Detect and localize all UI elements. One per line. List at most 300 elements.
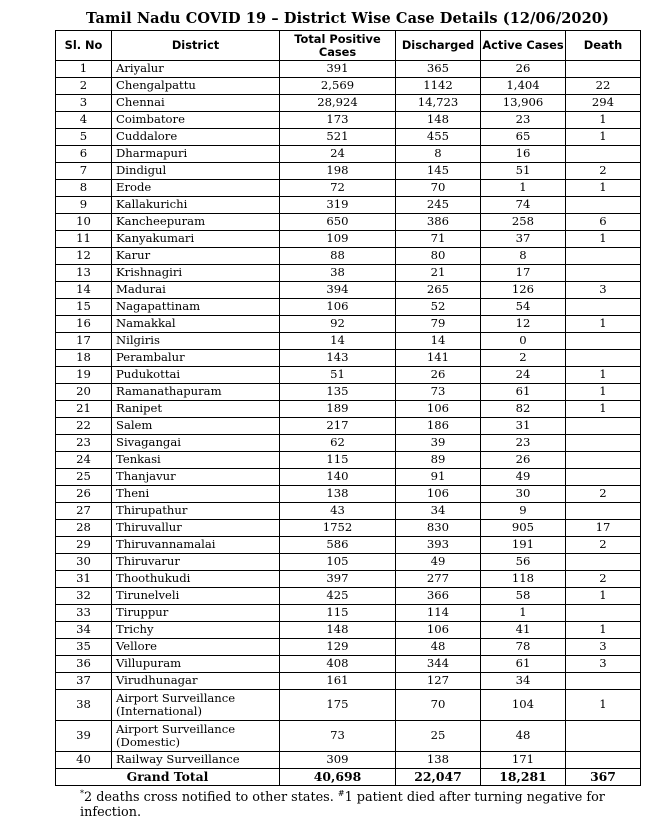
cell-discharged: 52	[396, 299, 481, 316]
table-row	[56, 673, 641, 690]
cell-death: 1	[566, 112, 641, 129]
cell-district: Madurai	[112, 282, 280, 299]
cell-discharged: 106	[396, 622, 481, 639]
cell-district: Villupuram	[112, 656, 280, 673]
cell-discharged: 8	[396, 146, 481, 163]
table-row	[56, 265, 641, 282]
cell-active: 171	[481, 752, 566, 769]
cell-death	[566, 265, 641, 282]
cell-total-positive: 1752	[280, 520, 396, 537]
cell-death: 1	[566, 129, 641, 146]
cell-death: 1	[566, 690, 641, 721]
cell-sl-no: 35	[56, 639, 112, 656]
cell-discharged: 39	[396, 435, 481, 452]
table-row	[56, 129, 641, 146]
cell-discharged: 138	[396, 752, 481, 769]
cell-total-positive: 2,569	[280, 78, 396, 95]
cell-sl-no: 21	[56, 401, 112, 418]
cell-active: 23	[481, 435, 566, 452]
table-row	[56, 469, 641, 486]
cell-district: Chennai	[112, 95, 280, 112]
cell-discharged: 70	[396, 690, 481, 721]
cell-sl-no: 23	[56, 435, 112, 452]
cell-active: 23	[481, 112, 566, 129]
table-row	[56, 554, 641, 571]
cell-sl-no: 11	[56, 231, 112, 248]
cell-death: 3	[566, 639, 641, 656]
table-row	[56, 231, 641, 248]
cell-sl-no: 26	[56, 486, 112, 503]
table-row	[56, 78, 641, 95]
cell-active: 16	[481, 146, 566, 163]
cell-district: Sivagangai	[112, 435, 280, 452]
cell-active: 104	[481, 690, 566, 721]
table-row	[56, 639, 641, 656]
cell-active: 56	[481, 554, 566, 571]
cell-discharged: 366	[396, 588, 481, 605]
table-row	[56, 752, 641, 769]
cell-total-positive: 135	[280, 384, 396, 401]
cell-discharged: 186	[396, 418, 481, 435]
cell-discharged: 34	[396, 503, 481, 520]
cell-sl-no: 13	[56, 265, 112, 282]
table-row	[56, 214, 641, 231]
header-district: District	[112, 31, 280, 61]
cell-sl-no: 33	[56, 605, 112, 622]
cell-total-positive: 92	[280, 316, 396, 333]
cell-total-positive: 198	[280, 163, 396, 180]
cell-discharged: 14	[396, 333, 481, 350]
cell-discharged: 127	[396, 673, 481, 690]
cell-total-positive: 140	[280, 469, 396, 486]
cell-district: Ranipet	[112, 401, 280, 418]
cell-death	[566, 248, 641, 265]
cell-district: Kancheepuram	[112, 214, 280, 231]
cell-district: Nilgiris	[112, 333, 280, 350]
cell-district: Perambalur	[112, 350, 280, 367]
cell-total-positive: 129	[280, 639, 396, 656]
cell-district: Nagapattinam	[112, 299, 280, 316]
cell-district: Airport Surveillance (International)	[112, 690, 280, 721]
cell-total-positive: 138	[280, 486, 396, 503]
cell-active: 126	[481, 282, 566, 299]
cell-death: 1	[566, 180, 641, 197]
cell-death: 1	[566, 401, 641, 418]
cell-district: Tenkasi	[112, 452, 280, 469]
cell-active: 31	[481, 418, 566, 435]
table-row	[56, 721, 641, 752]
cell-district: Krishnagiri	[112, 265, 280, 282]
cell-district: Coimbatore	[112, 112, 280, 129]
cell-sl-no: 38	[56, 690, 112, 721]
cell-death	[566, 333, 641, 350]
cell-district: Kanyakumari	[112, 231, 280, 248]
cell-total-positive: 319	[280, 197, 396, 214]
cell-total-positive: 425	[280, 588, 396, 605]
footnote-hash: #	[337, 789, 345, 798]
page-title: Tamil Nadu COVID 19 – District Wise Case Details (12/06/2020)	[86, 10, 609, 27]
cell-discharged: 393	[396, 537, 481, 554]
cell-total-positive: 143	[280, 350, 396, 367]
cell-sl-no: 7	[56, 163, 112, 180]
cell-death	[566, 435, 641, 452]
cell-active: 41	[481, 622, 566, 639]
cell-district: Thirupathur	[112, 503, 280, 520]
cell-death	[566, 61, 641, 78]
cell-district: Chengalpattu	[112, 78, 280, 95]
grand-total-death: 367	[566, 769, 641, 786]
cell-active: 54	[481, 299, 566, 316]
cell-district: Pudukottai	[112, 367, 280, 384]
cell-sl-no: 39	[56, 721, 112, 752]
table-row	[56, 180, 641, 197]
cell-district: Thoothukudi	[112, 571, 280, 588]
cell-active: 12	[481, 316, 566, 333]
cell-active: 118	[481, 571, 566, 588]
cell-death: 2	[566, 486, 641, 503]
cell-district: Namakkal	[112, 316, 280, 333]
cell-district: Dharmapuri	[112, 146, 280, 163]
table-row	[56, 333, 641, 350]
cell-active: 78	[481, 639, 566, 656]
cell-total-positive: 391	[280, 61, 396, 78]
cell-discharged: 386	[396, 214, 481, 231]
grand-total-discharged: 22,047	[396, 769, 481, 786]
cell-total-positive: 109	[280, 231, 396, 248]
cell-death: 1	[566, 367, 641, 384]
cell-district: Ramanathapuram	[112, 384, 280, 401]
cell-discharged: 145	[396, 163, 481, 180]
table-row	[56, 452, 641, 469]
table-row	[56, 503, 641, 520]
cell-total-positive: 217	[280, 418, 396, 435]
cell-district: Erode	[112, 180, 280, 197]
cell-district: Tirunelveli	[112, 588, 280, 605]
cell-total-positive: 309	[280, 752, 396, 769]
cell-total-positive: 173	[280, 112, 396, 129]
header-sl-no: Sl. No	[56, 31, 112, 61]
cell-active: 17	[481, 265, 566, 282]
footnote	[80, 789, 640, 821]
cell-active: 48	[481, 721, 566, 752]
table-row	[56, 316, 641, 333]
cell-death	[566, 673, 641, 690]
table-row	[56, 605, 641, 622]
cell-discharged: 26	[396, 367, 481, 384]
table-row	[56, 588, 641, 605]
cell-total-positive: 73	[280, 721, 396, 752]
cell-sl-no: 8	[56, 180, 112, 197]
cell-discharged: 245	[396, 197, 481, 214]
cell-sl-no: 24	[56, 452, 112, 469]
cell-active: 37	[481, 231, 566, 248]
cell-sl-no: 18	[56, 350, 112, 367]
cell-death: 17	[566, 520, 641, 537]
header-active: Active Cases	[481, 31, 566, 61]
cell-sl-no: 5	[56, 129, 112, 146]
cell-sl-no: 15	[56, 299, 112, 316]
table-row	[56, 537, 641, 554]
cell-death	[566, 146, 641, 163]
table-row	[56, 350, 641, 367]
cell-active: 74	[481, 197, 566, 214]
table-row	[56, 690, 641, 721]
cell-total-positive: 51	[280, 367, 396, 384]
table-row	[56, 384, 641, 401]
cell-discharged: 79	[396, 316, 481, 333]
cell-sl-no: 3	[56, 95, 112, 112]
cell-death: 2	[566, 163, 641, 180]
cell-total-positive: 521	[280, 129, 396, 146]
cell-total-positive: 88	[280, 248, 396, 265]
cell-sl-no: 28	[56, 520, 112, 537]
cell-death	[566, 503, 641, 520]
cell-active: 30	[481, 486, 566, 503]
cell-death	[566, 418, 641, 435]
cell-active: 58	[481, 588, 566, 605]
cell-discharged: 365	[396, 61, 481, 78]
cell-district: Virudhunagar	[112, 673, 280, 690]
cell-total-positive: 14	[280, 333, 396, 350]
table-row	[56, 401, 641, 418]
cell-death: 1	[566, 622, 641, 639]
table-row	[56, 282, 641, 299]
cell-district: Trichy	[112, 622, 280, 639]
cell-district: Salem	[112, 418, 280, 435]
cell-sl-no: 30	[56, 554, 112, 571]
cell-death: 3	[566, 656, 641, 673]
cell-sl-no: 31	[56, 571, 112, 588]
footnote-deaths-text: 2 deaths cross notified to other states.	[84, 790, 338, 805]
table-row	[56, 367, 641, 384]
cell-discharged: 344	[396, 656, 481, 673]
cell-sl-no: 27	[56, 503, 112, 520]
table-header-row	[56, 31, 641, 61]
cell-discharged: 71	[396, 231, 481, 248]
cell-discharged: 91	[396, 469, 481, 486]
header-discharged: Discharged	[396, 31, 481, 61]
cell-district: Airport Surveillance (Domestic)	[112, 721, 280, 752]
cell-discharged: 277	[396, 571, 481, 588]
cell-sl-no: 9	[56, 197, 112, 214]
grand-total-label: Grand Total	[56, 769, 280, 786]
cell-active: 1	[481, 180, 566, 197]
table-row	[56, 61, 641, 78]
cell-district: Thiruvallur	[112, 520, 280, 537]
cell-active: 13,906	[481, 95, 566, 112]
cell-active: 34	[481, 673, 566, 690]
cell-death	[566, 605, 641, 622]
grand-total-row	[56, 769, 641, 786]
table-row	[56, 95, 641, 112]
cell-sl-no: 22	[56, 418, 112, 435]
cell-district: Theni	[112, 486, 280, 503]
cell-total-positive: 148	[280, 622, 396, 639]
cell-district: Thiruvarur	[112, 554, 280, 571]
cell-death	[566, 299, 641, 316]
cell-death: 2	[566, 571, 641, 588]
cell-discharged: 14,723	[396, 95, 481, 112]
cell-death	[566, 554, 641, 571]
cell-discharged: 830	[396, 520, 481, 537]
cell-district: Cuddalore	[112, 129, 280, 146]
cell-total-positive: 28,924	[280, 95, 396, 112]
cell-district: Ariyalur	[112, 61, 280, 78]
table-row	[56, 248, 641, 265]
cell-total-positive: 161	[280, 673, 396, 690]
table-row	[56, 197, 641, 214]
cell-death: 22	[566, 78, 641, 95]
cell-total-positive: 586	[280, 537, 396, 554]
cell-active: 61	[481, 656, 566, 673]
cell-discharged: 106	[396, 401, 481, 418]
cell-death: 1	[566, 588, 641, 605]
cell-discharged: 141	[396, 350, 481, 367]
header-total-positive: Total Positive Cases	[280, 31, 396, 61]
cell-sl-no: 17	[56, 333, 112, 350]
cell-total-positive: 115	[280, 452, 396, 469]
cell-active: 8	[481, 248, 566, 265]
cell-total-positive: 62	[280, 435, 396, 452]
footnote-asterisk: *	[80, 789, 84, 798]
cell-active: 61	[481, 384, 566, 401]
cell-active: 49	[481, 469, 566, 486]
cell-discharged: 114	[396, 605, 481, 622]
cell-sl-no: 29	[56, 537, 112, 554]
cell-sl-no: 1	[56, 61, 112, 78]
cell-sl-no: 34	[56, 622, 112, 639]
cell-active: 905	[481, 520, 566, 537]
cell-active: 258	[481, 214, 566, 231]
cell-active: 2	[481, 350, 566, 367]
cell-discharged: 455	[396, 129, 481, 146]
cell-discharged: 70	[396, 180, 481, 197]
cell-active: 26	[481, 452, 566, 469]
table-row	[56, 486, 641, 503]
cell-active: 51	[481, 163, 566, 180]
cell-district: Kallakurichi	[112, 197, 280, 214]
footnote-negative-text: 1 patient died after turning negative for infection.	[80, 790, 605, 821]
grand-total-active: 18,281	[481, 769, 566, 786]
cell-district: Thanjavur	[112, 469, 280, 486]
cell-death: 1	[566, 231, 641, 248]
cell-active: 26	[481, 61, 566, 78]
cell-active: 65	[481, 129, 566, 146]
cell-discharged: 73	[396, 384, 481, 401]
cell-death: 1	[566, 316, 641, 333]
cell-sl-no: 12	[56, 248, 112, 265]
cell-total-positive: 394	[280, 282, 396, 299]
table-row	[56, 571, 641, 588]
cell-discharged: 80	[396, 248, 481, 265]
cell-sl-no: 32	[56, 588, 112, 605]
cell-death	[566, 752, 641, 769]
table-row	[56, 435, 641, 452]
cell-district: Vellore	[112, 639, 280, 656]
table-row	[56, 418, 641, 435]
cell-discharged: 21	[396, 265, 481, 282]
cell-sl-no: 19	[56, 367, 112, 384]
cell-district: Karur	[112, 248, 280, 265]
cell-total-positive: 115	[280, 605, 396, 622]
cell-total-positive: 72	[280, 180, 396, 197]
cell-active: 191	[481, 537, 566, 554]
cell-active: 24	[481, 367, 566, 384]
table-row	[56, 112, 641, 129]
cell-death	[566, 452, 641, 469]
cell-total-positive: 106	[280, 299, 396, 316]
cell-discharged: 148	[396, 112, 481, 129]
cell-total-positive: 105	[280, 554, 396, 571]
cell-sl-no: 4	[56, 112, 112, 129]
cell-discharged: 1142	[396, 78, 481, 95]
cell-death	[566, 469, 641, 486]
cell-total-positive: 24	[280, 146, 396, 163]
grand-total-positive: 40,698	[280, 769, 396, 786]
cell-discharged: 49	[396, 554, 481, 571]
cell-death	[566, 350, 641, 367]
district-case-table	[55, 30, 641, 786]
cell-total-positive: 408	[280, 656, 396, 673]
cell-discharged: 48	[396, 639, 481, 656]
table-row	[56, 299, 641, 316]
cell-total-positive: 38	[280, 265, 396, 282]
cell-death: 2	[566, 537, 641, 554]
cell-death	[566, 197, 641, 214]
cell-death: 1	[566, 384, 641, 401]
cell-sl-no: 16	[56, 316, 112, 333]
cell-discharged: 25	[396, 721, 481, 752]
cell-death: 294	[566, 95, 641, 112]
cell-discharged: 106	[396, 486, 481, 503]
cell-district: Thiruvannamalai	[112, 537, 280, 554]
cell-total-positive: 175	[280, 690, 396, 721]
cell-active: 0	[481, 333, 566, 350]
cell-district: Dindigul	[112, 163, 280, 180]
cell-active: 82	[481, 401, 566, 418]
table-row	[56, 520, 641, 537]
cell-total-positive: 397	[280, 571, 396, 588]
cell-sl-no: 10	[56, 214, 112, 231]
cell-sl-no: 36	[56, 656, 112, 673]
cell-death: 3	[566, 282, 641, 299]
table-row	[56, 622, 641, 639]
table-row	[56, 146, 641, 163]
cell-sl-no: 20	[56, 384, 112, 401]
cell-sl-no: 37	[56, 673, 112, 690]
cell-sl-no: 2	[56, 78, 112, 95]
cell-discharged: 265	[396, 282, 481, 299]
cell-sl-no: 40	[56, 752, 112, 769]
cell-sl-no: 14	[56, 282, 112, 299]
cell-discharged: 89	[396, 452, 481, 469]
cell-sl-no: 6	[56, 146, 112, 163]
cell-district: Tiruppur	[112, 605, 280, 622]
table-row	[56, 656, 641, 673]
cell-active: 1	[481, 605, 566, 622]
cell-death: 6	[566, 214, 641, 231]
cell-total-positive: 43	[280, 503, 396, 520]
cell-active: 9	[481, 503, 566, 520]
cell-active: 1,404	[481, 78, 566, 95]
cell-sl-no: 25	[56, 469, 112, 486]
table-row	[56, 163, 641, 180]
cell-district: Railway Surveillance	[112, 752, 280, 769]
cell-total-positive: 189	[280, 401, 396, 418]
cell-death	[566, 721, 641, 752]
cell-total-positive: 650	[280, 214, 396, 231]
header-death: Death	[566, 31, 641, 61]
